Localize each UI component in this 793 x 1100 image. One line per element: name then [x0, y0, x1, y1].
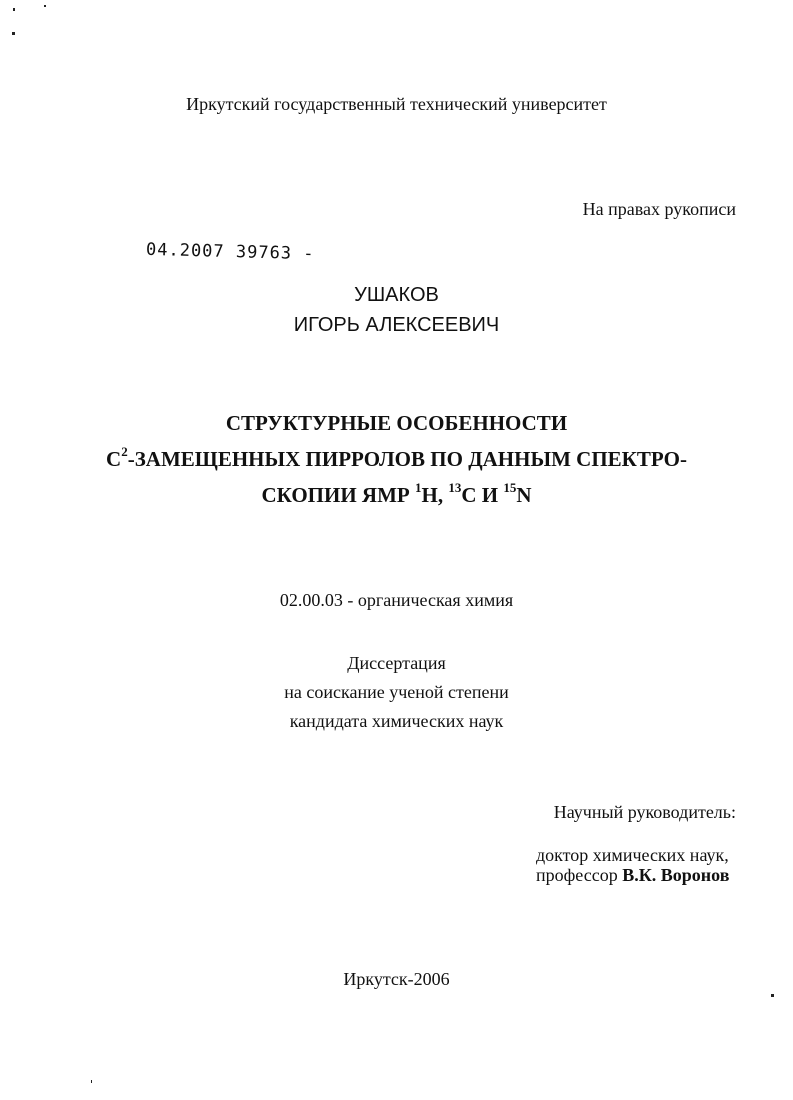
author-surname: УШАКОВ — [354, 284, 439, 306]
title-line-3-prefix: СКОПИИ ЯМР — [261, 483, 415, 507]
author-given-names: ИГОРЬ АЛЕКСЕЕВИЧ — [293, 314, 500, 336]
supervisor-label: Научный руководитель: — [553, 802, 736, 822]
scan-speck — [12, 32, 15, 35]
title-nucleus-c: C И — [461, 483, 504, 507]
title-nucleus-h: H, — [421, 483, 449, 507]
scan-speck — [44, 5, 46, 7]
scan-speck — [771, 994, 774, 997]
thesis-title-line-1: СТРУКТУРНЫЕ ОСОБЕННОСТИ — [225, 411, 568, 435]
dissertation-label: Диссертация — [347, 653, 446, 673]
university-name: Иркутский государственный технический университет — [186, 94, 607, 114]
title-c-prefix: С — [106, 447, 122, 471]
title-superscript-13: 13 — [448, 480, 462, 495]
thesis-title-line-2 — [0, 444, 793, 472]
rights-note: На правах рукописи — [582, 199, 736, 219]
supervisor-name: В.К. Воронов — [622, 865, 730, 885]
supervisor-degree: доктор химических наук, — [536, 845, 729, 865]
scan-speck — [13, 8, 15, 11]
title-superscript-15: 15 — [503, 480, 517, 495]
specialty-code: 02.00.03 - органическая химия — [279, 590, 514, 610]
title-nucleus-n: N — [516, 483, 532, 507]
supervisor-name-line — [536, 865, 729, 886]
title-superscript-1: 1 — [415, 480, 422, 495]
supervisor-title: профессор — [536, 865, 623, 885]
stamp-number: 04.2007 39763 - — [145, 239, 315, 265]
title-line-2-rest: -ЗАМЕЩЕННЫХ ПИРРОЛОВ ПО ДАННЫМ СПЕКТРО- — [127, 447, 687, 471]
thesis-title-line-3 — [0, 480, 793, 508]
place-year: Иркутск-2006 — [343, 969, 450, 989]
scan-speck — [91, 1080, 92, 1083]
dissertation-field-line: кандидата химических наук — [289, 711, 504, 731]
title-superscript-2: 2 — [121, 444, 128, 459]
dissertation-degree-line: на соискание ученой степени — [284, 682, 509, 702]
